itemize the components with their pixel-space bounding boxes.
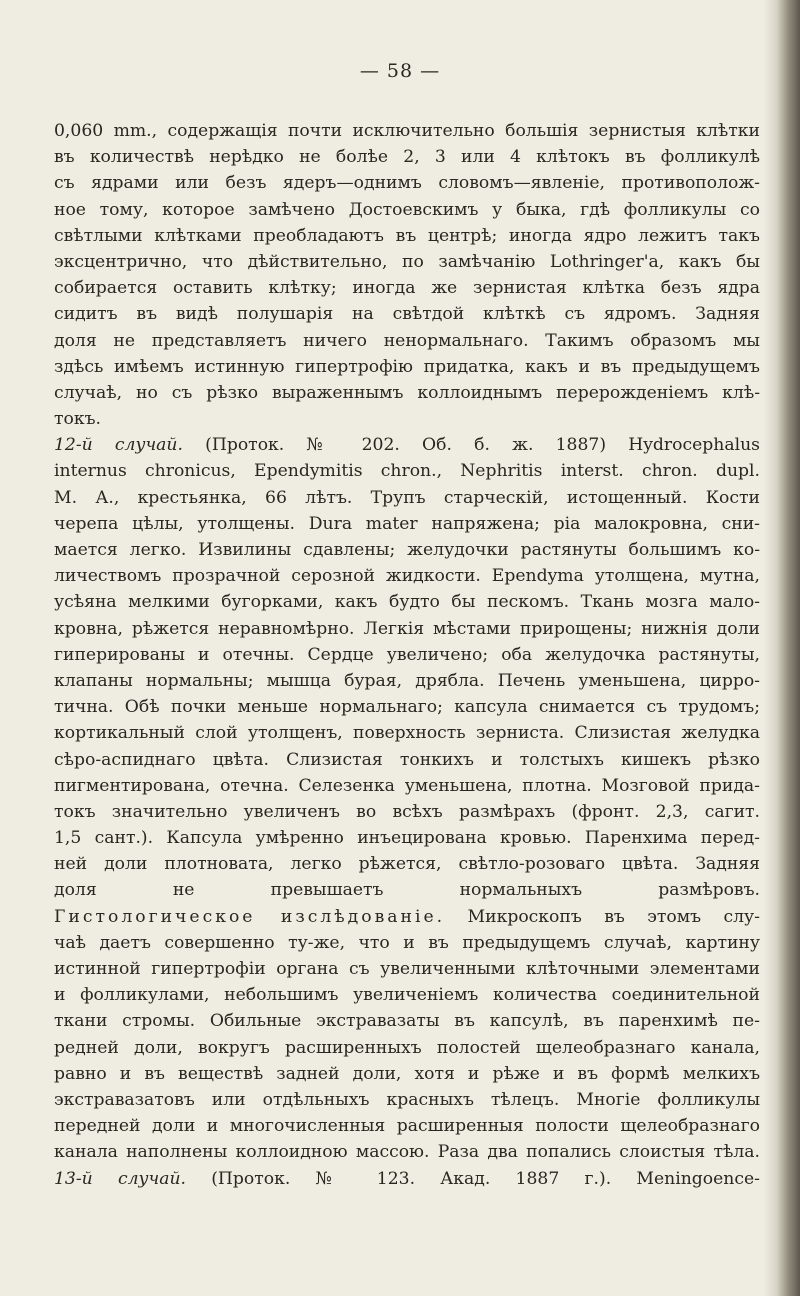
line-text: internus chronicus, Ependymitis chron., Nephritis interst. chron. dupl.: [54, 461, 760, 482]
line-text: ткани стромы. Обильные экстравазаты въ капсулѣ, въ паренхимѣ пе-: [54, 1011, 760, 1032]
line-text: съ ядрами или безъ ядеръ—однимъ словомъ—явленіе, противополож-: [54, 173, 760, 194]
line-text: сидитъ въ видѣ полушарія на свѣтдой клѣткѣ съ ядромъ. Задняя: [54, 304, 760, 325]
text-line: [54, 275, 760, 301]
line-text: пигментирована, отечна. Селезенка уменьшена, плотна. Мозговой прида-: [54, 775, 760, 796]
text-line: [54, 328, 760, 354]
text-line: [54, 1008, 760, 1034]
text-line: [54, 747, 760, 773]
text-line: [54, 537, 760, 563]
line-text: и фолликулами, небольшимъ увеличеніемъ количества соединительной: [54, 985, 760, 1006]
line-text: передней доли и многочисленныя расширенныя полости щелеобразнаго: [54, 1116, 760, 1137]
text-line: [54, 354, 760, 380]
text-line: [54, 616, 760, 642]
line-text: (Проток. № 202. Об. б. ж. 1887) Hydrocephalus: [182, 435, 760, 456]
line-text: личествомъ прозрачной серозной жидкости. Ependyma утолщена, мутна,: [54, 566, 760, 587]
line-text: кортикальный слой утолщенъ, поверхность зерниста. Слизистая желудка: [54, 723, 760, 744]
line-text: чаѣ даетъ совершенно ту-же, что и въ предыдущемъ случаѣ, картину: [54, 932, 760, 953]
text-line: [54, 589, 760, 615]
line-text: въ количествѣ нерѣдко не болѣе 2, 3 или 4 клѣтокъ въ фолликулѣ: [54, 147, 760, 168]
text-line: [54, 485, 760, 511]
line-text: редней доли, вокругъ расширенныхъ полостей щелеобразнаго канала,: [54, 1037, 760, 1058]
text-line: [54, 301, 760, 327]
text-line: [54, 118, 760, 144]
text-line: [54, 223, 760, 249]
text-line: [54, 1061, 760, 1087]
text-line: [54, 1087, 760, 1113]
line-text: черепа цѣлы, утолщены. Dura mater напряжена; pia малокровна, сни-: [54, 513, 760, 534]
text-line: [54, 904, 760, 930]
text-line: [54, 144, 760, 170]
line-text: случаѣ, но съ рѣзко выраженнымъ коллоиднымъ перерожденіемъ клѣ-: [54, 382, 760, 403]
line-text: доля не представляетъ ничего ненормальнаго. Такимъ образомъ мы: [54, 330, 760, 351]
text-line: [54, 432, 760, 458]
text-line: [54, 668, 760, 694]
case-heading: 13-й случай.: [54, 1168, 186, 1189]
line-text: клапаны нормальны; мышца бурая, дрябла. Печень уменьшена, цирро-: [54, 670, 760, 691]
line-text: истинной гипертрофіи органа съ увеличенными клѣточными элементами: [54, 959, 760, 979]
line-text: мается легко. Извилины сдавлены; желудочки растянуты большимъ ко-: [54, 540, 760, 560]
text-line: [54, 1166, 760, 1192]
text-line: [54, 380, 760, 406]
line-text: Микроскопъ въ этомъ слу-: [445, 906, 760, 927]
line-text: ней доли плотновата, легко рѣжется, свѣтло-розоваго цвѣта. Задняя: [54, 854, 760, 875]
text-line: [54, 720, 760, 746]
line-text: свѣтлыми клѣтками преобладаютъ въ центрѣ; иногда ядро лежитъ такъ: [54, 225, 760, 246]
text-line: [54, 642, 760, 668]
text-line: [54, 1035, 760, 1061]
line-text: экстравазатовъ или отдѣльныхъ красныхъ тѣлецъ. Многіе фолликулы: [54, 1089, 760, 1110]
page-edge-shadow: [764, 0, 800, 1296]
text-line: [54, 406, 760, 432]
text-line: [54, 930, 760, 956]
line-text: эксцентрично, что дѣйствительно, по замѣчанію Lothringer'а, какъ бы: [54, 251, 760, 272]
line-text: ное тому, которое замѣчено Достоевскимъ у быка, гдѣ фолликулы со: [54, 199, 760, 220]
line-text: 1,5 сант.). Капсула умѣренно инъецирована кровью. Паренхима перед-: [54, 828, 760, 849]
line-text: кровна, рѣжется неравномѣрно. Легкія мѣстами прирощены; нижнія доли: [54, 618, 760, 639]
line-text: собирается оставить клѣтку; иногда же зернистая клѣтка безъ ядра: [54, 278, 760, 299]
text-line: [54, 956, 760, 982]
text-line: [54, 1113, 760, 1139]
text-line: [54, 877, 760, 903]
line-text: сѣро-аспиднаго цвѣта. Слизистая тонкихъ и толстыхъ кишекъ рѣзко: [54, 749, 760, 770]
text-line: [54, 197, 760, 223]
text-line: [54, 249, 760, 275]
line-text: канала наполнены коллоидною массою. Раза два попались слоистыя тѣла.: [54, 1142, 760, 1163]
line-text: токъ.: [54, 409, 101, 430]
text-line: [54, 982, 760, 1008]
line-text: (Проток. № 123. Акад. 1887 г.). Meningoence-: [185, 1168, 760, 1189]
line-text: 0,060 mm., содержащія почти исключительно большія зернистыя клѣтки: [54, 121, 760, 141]
body-text: [54, 118, 760, 1192]
text-line: [54, 458, 760, 484]
line-text: равно и въ веществѣ задней доли, хотя и рѣже и въ формѣ мелкихъ: [54, 1063, 760, 1084]
page-number: — 58 —: [359, 60, 441, 82]
text-line: [54, 170, 760, 196]
line-text: гиперированы и отечны. Сердце увеличено; оба желудочка растянуты,: [54, 644, 760, 665]
text-line: [54, 773, 760, 799]
line-text: усѣяна мелкими бугорками, какъ будто бы пескомъ. Ткань мозга мало-: [54, 592, 760, 613]
text-line: [54, 825, 760, 851]
text-line: [54, 1139, 760, 1165]
text-line: [54, 694, 760, 720]
section-heading: Гистологическое изслѣдованіе.: [54, 906, 446, 927]
line-text: тична. Обѣ почки меньше нормальнаго; капсула снимается съ трудомъ;: [54, 697, 760, 718]
line-text: М. А., крестьянка, 66 лѣтъ. Трупъ старческій, истощенный. Кости: [54, 487, 760, 508]
text-line: [54, 511, 760, 537]
line-text: токъ значительно увеличенъ во всѣхъ размѣрахъ (фронт. 2,3, сагит.: [54, 801, 760, 822]
text-line: [54, 799, 760, 825]
text-line: [54, 563, 760, 589]
case-heading: 12-й случай.: [54, 435, 183, 456]
text-line: [54, 851, 760, 877]
line-text: здѣсь имѣемъ истинную гипертрофію придатка, какъ и въ предыдущемъ: [54, 356, 760, 377]
line-text: доля не превышаетъ нормальныхъ размѣровъ.: [54, 880, 760, 901]
